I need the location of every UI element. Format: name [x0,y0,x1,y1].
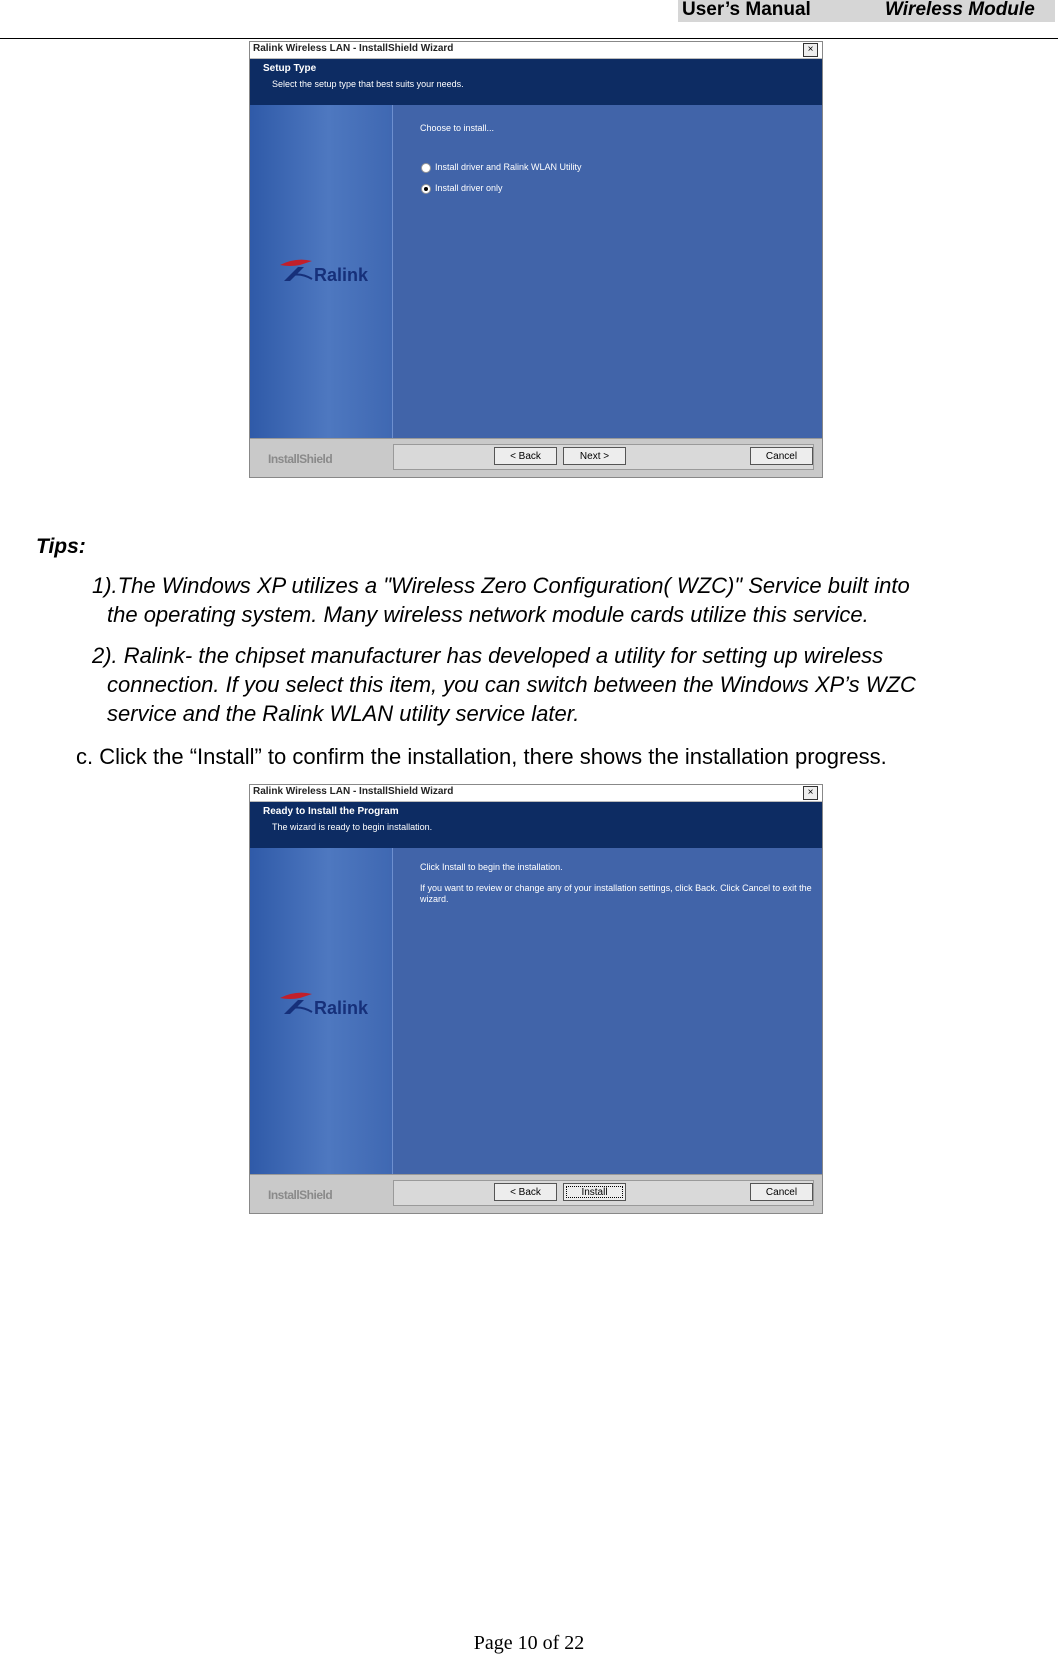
close-icon[interactable]: × [803,786,818,800]
installshield-brand: InstallShield [268,1188,333,1202]
wizard-side-panel [250,105,393,439]
page-number: Page 10 of 22 [473,1632,585,1654]
review-instruction-line-2: wizard. [420,894,449,904]
logo-text: Ralink [314,998,369,1018]
ralink-logo [278,988,378,1028]
install-button[interactable]: Install [563,1183,626,1201]
cancel-button[interactable]: Cancel [750,1183,813,1201]
cancel-button[interactable]: Cancel [750,447,813,465]
wizard-subheading: Select the setup type that best suits your needs. [272,79,464,89]
ralink-logo [278,255,378,295]
wizard-banner [250,802,822,848]
option-driver-only[interactable]: Install driver only [435,183,503,193]
wizard-content [393,105,822,439]
wizard-heading: Setup Type [263,63,317,74]
setup-type-wizard-screenshot [249,41,823,478]
next-button[interactable]: Next > [563,447,626,465]
radio-driver-only[interactable] [421,184,431,194]
ralink-swoosh-icon [278,988,314,1020]
close-icon[interactable]: × [803,43,818,57]
tips-heading: Tips: [36,535,86,558]
tip-2-line-2: connection. If you select this item, you can switch between the Windows XP’s WZC [107,672,916,697]
wizard-button-bar [250,438,822,477]
ready-to-install-wizard-screenshot [249,784,823,1214]
installshield-brand: InstallShield [268,452,333,466]
header-rule [0,38,1058,39]
tip-1-line-2: the operating system. Many wireless network module cards utilize this service. [107,602,869,627]
step-c-text: c. Click the “Install” to confirm the installation, there shows the installation progress. [76,744,887,769]
window-title: Ralink Wireless LAN - InstallShield Wizard [253,786,454,797]
wizard-banner [250,59,822,105]
install-prompt: Choose to install... [420,123,495,133]
title-bar [250,42,822,59]
window-title: Ralink Wireless LAN - InstallShield Wizard [253,43,454,54]
tip-2-line-3: service and the Ralink WLAN utility service later. [107,701,580,726]
wizard-heading: Ready to Install the Program [263,806,399,817]
wizard-side-panel [250,848,393,1175]
header-manual-title: User’s Manual [682,0,811,20]
title-bar [250,785,822,802]
wizard-content [393,848,822,1175]
tip-2-line-1: 2). Ralink- the chipset manufacturer has developed a utility for setting up wireless [92,643,884,668]
wizard-button-bar [250,1174,822,1213]
logo-text: Ralink [314,265,369,285]
ralink-swoosh-icon [278,255,314,287]
tip-1-line-1: 1).The Windows XP utilizes a "Wireless Zero Configuration( WZC)" Service built into [92,573,910,598]
review-instruction-line-1: If you want to review or change any of your installation settings, click Back. Click Cancel to exit the [420,883,812,893]
install-instruction: Click Install to begin the installation. [420,862,563,872]
radio-driver-and-utility[interactable] [421,163,431,173]
wizard-subheading: The wizard is ready to begin installation. [272,822,433,832]
back-button[interactable]: < Back [494,1183,557,1201]
header-module-title: Wireless Module [885,0,1035,20]
back-button[interactable]: < Back [494,447,557,465]
option-driver-and-utility[interactable]: Install driver and Ralink WLAN Utility [435,162,582,172]
